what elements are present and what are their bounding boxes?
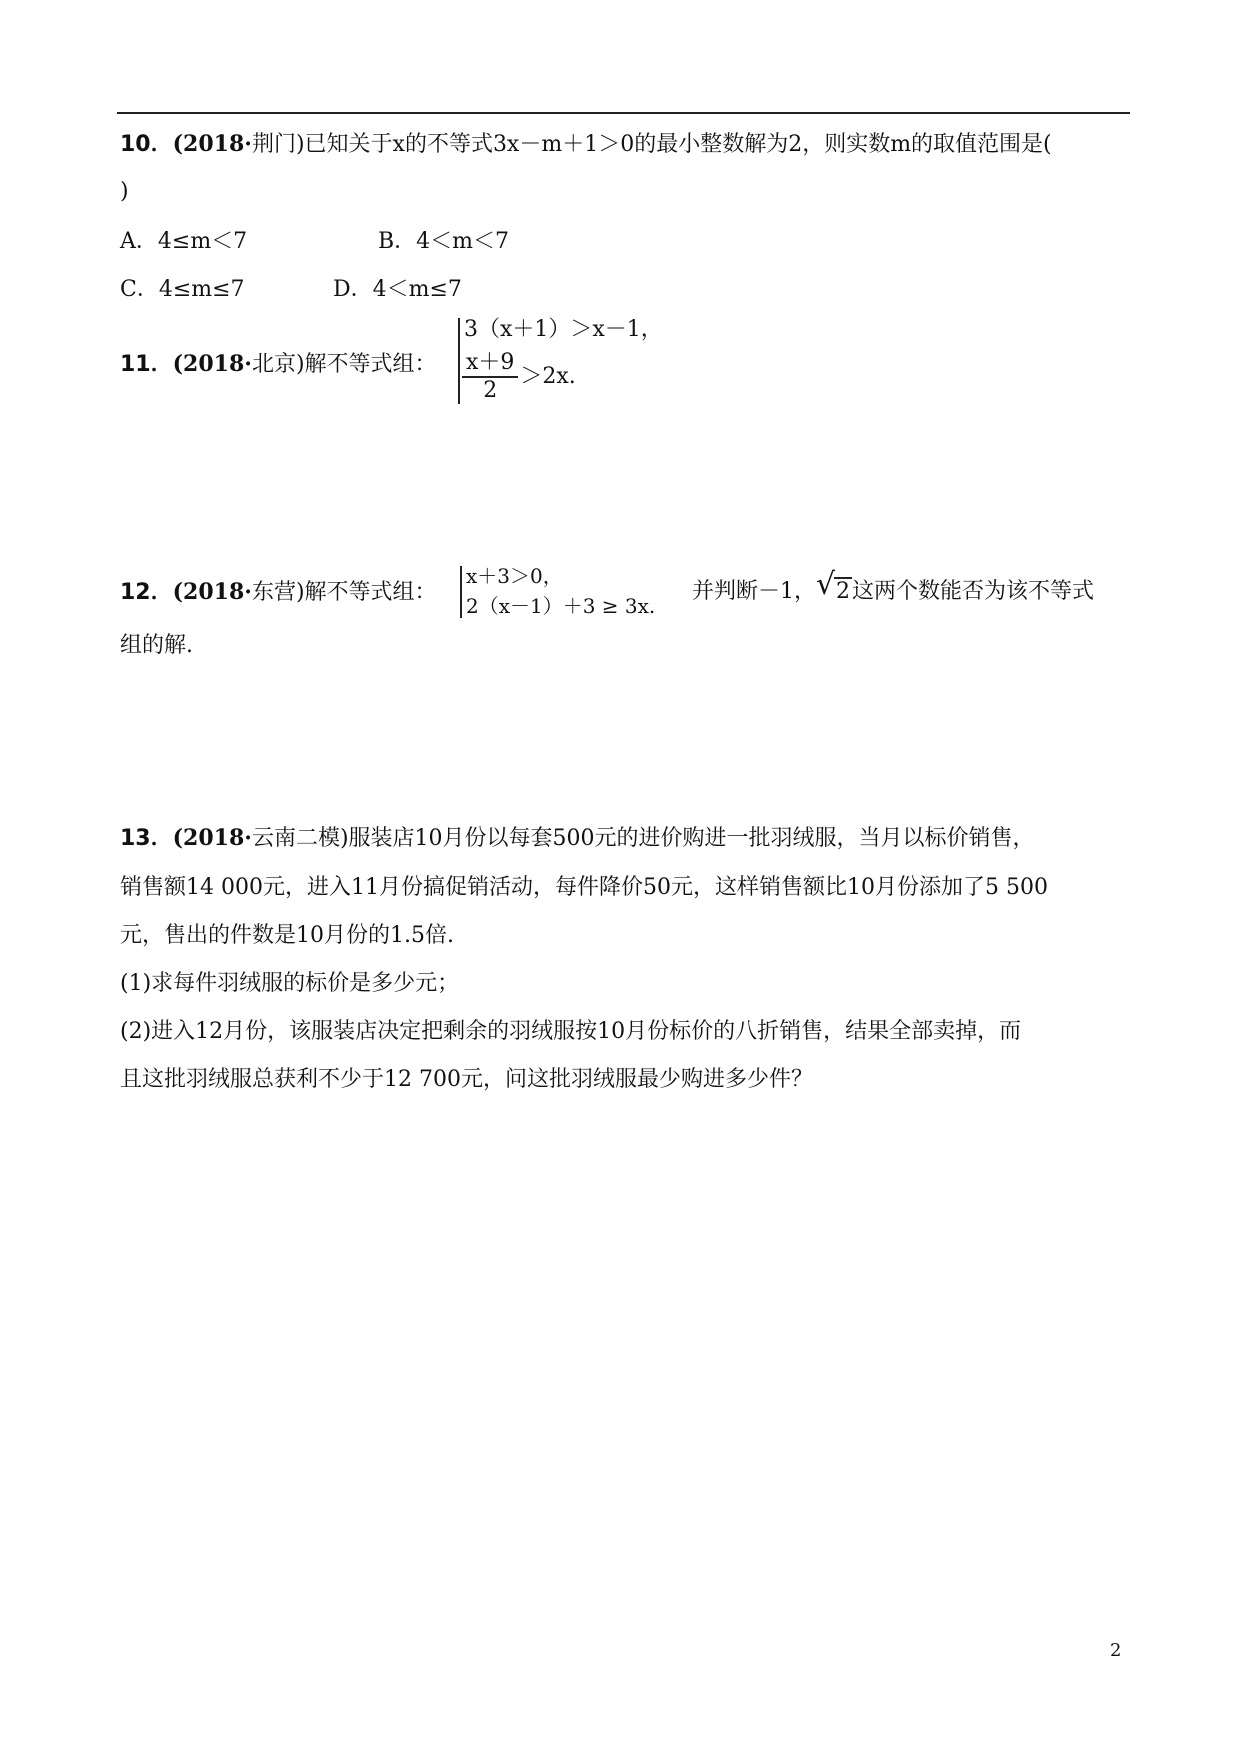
q10-option-c: C．4≤m≤7: [120, 277, 245, 302]
q11-inequality-2-rest: ＞2x.: [520, 364, 576, 389]
q13-sub1: (1)求每件羽绒服的标价是多少元；: [120, 971, 460, 996]
q12-place: 东营): [251, 580, 305, 605]
q13-line1-text: 服装店10月份以每套500元的进价购进一批羽绒服，当月以标价销售，: [348, 826, 1035, 851]
q12-sqrt-radicand: 2: [836, 579, 850, 604]
q12-line2: 组的解.: [120, 633, 193, 658]
q13-line2: 销售额14 000元，进入11月份搞促销活动，每件降价50元，这样销售额比10月份添加了5 500: [120, 875, 1048, 900]
q13-place: 云南二模): [251, 826, 349, 851]
q12-text: 解不等式组：: [304, 580, 437, 605]
q10-text: 已知关于x的不等式3x－m＋1＞0的最小整数解为2，则实数m的取值范围是(: [304, 132, 1052, 157]
q11-fraction-denominator: 2: [483, 378, 498, 403]
q12-stem: [120, 578, 437, 607]
q11-inequality-1: 3（x＋1）＞x－1，: [464, 317, 663, 342]
q12-inequality-2: 2（x－1）＋3 ≥ 3x.: [466, 594, 656, 618]
header-rule: [117, 112, 1130, 114]
q12-stem-after: [692, 567, 1095, 606]
q10-source: (2018·: [172, 131, 252, 157]
q12-brace: [460, 566, 462, 618]
q10-option-b: B．4＜m＜7: [378, 229, 510, 254]
q11-stem: [120, 350, 437, 379]
q13-sub2-line1: (2)进入12月份，该服装店决定把剩余的羽绒服按10月份标价的八折销售，结果全部卖掉，而: [120, 1019, 1022, 1044]
q13-number: 13．: [120, 826, 173, 851]
page-number: 2: [1110, 1640, 1122, 1661]
q10-text2: ): [120, 179, 129, 204]
q10-place: 荆门): [251, 132, 305, 157]
q11-place: 北京): [251, 352, 305, 377]
q12-number: 12．: [120, 580, 173, 605]
q11-fraction: [462, 350, 518, 404]
q10-number: 10．: [120, 132, 173, 157]
q10-option-a: A．4≤m＜7: [120, 229, 248, 254]
q11-number: 11．: [120, 352, 173, 377]
q11-brace: [458, 318, 460, 404]
q10-line2: [120, 178, 129, 206]
q13-line1: [120, 824, 1035, 853]
q12-source: (2018·: [172, 579, 252, 605]
q11-fraction-numerator: x＋9: [462, 350, 518, 378]
q13-source: (2018·: [172, 825, 252, 851]
q12-text-after2: 这两个数能否为该不等式: [852, 579, 1095, 604]
q13-sub2-line2: 且这批羽绒服总获利不少于12 700元，问这批羽绒服最少购进多少件？: [120, 1067, 813, 1092]
q12-sqrt: [816, 567, 852, 606]
q10-option-d: D．4＜m≤7: [333, 277, 462, 302]
q12-inequality-1: x＋3＞0，: [466, 564, 563, 588]
q10-line1: [120, 130, 1052, 159]
q12-text-after: 并判断－1，: [692, 579, 816, 604]
q13-line3: 元，售出的件数是10月份的1.5倍.: [120, 923, 454, 948]
q11-inequality-2: [462, 350, 576, 404]
q11-source: (2018·: [172, 351, 252, 377]
q11-text: 解不等式组：: [304, 352, 437, 377]
sqrt-radical-icon: √: [816, 567, 836, 602]
